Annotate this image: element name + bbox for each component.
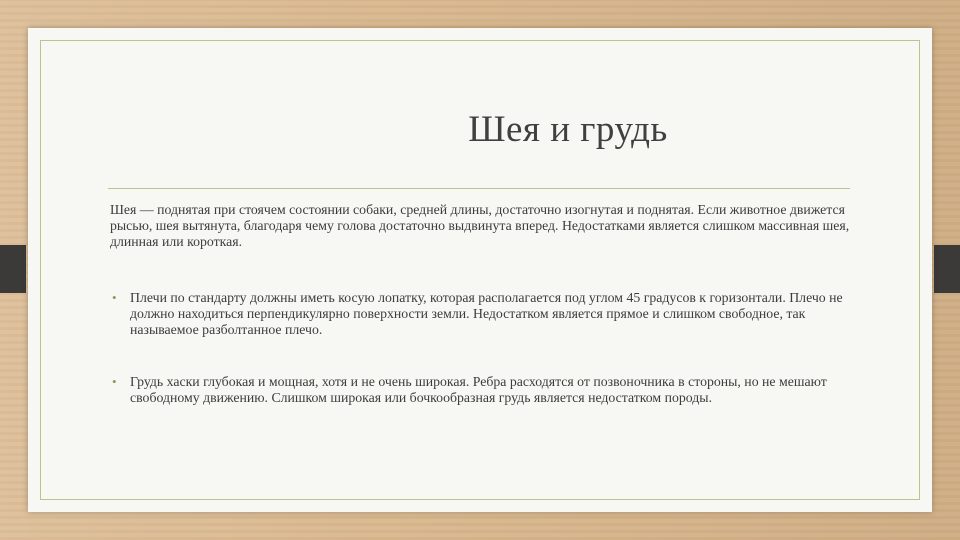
right-side-tab (934, 245, 960, 293)
bullet-item-shoulders (110, 290, 870, 338)
title-divider (108, 188, 850, 189)
bullet-icon: • (112, 374, 117, 389)
bullet-icon: • (112, 290, 117, 305)
slide-title: Шея и грудь (468, 109, 668, 150)
bullet-item-chest (110, 374, 870, 406)
bullet-text: Грудь хаски глубокая и мощная, хотя и не очень широкая. Ребра расходятся от позвоночника в стороны, но не мешают свободному движению. Слишком широкая или бочкообразная грудь является недостатком породы. (130, 374, 827, 405)
intro-paragraph: Шея — поднятая при стоячем состоянии собаки, средней длины, достаточно изогнутая и поднятая. Если животное движется рысью, шея вытянута, благодаря чему голова достаточно выдвинута вперед. Недостатками является слишком массивная шея, длинная или короткая. (110, 202, 850, 249)
bullet-text: Плечи по стандарту должны иметь косую лопатку, которая располагается под углом 45 градусов к горизонтали. Плечо не должно находиться перпендикулярно поверхности земли. Недостатком является прямое и слишком свободное, так называемое разболтанное плечо. (130, 290, 843, 337)
left-side-tab (0, 245, 26, 293)
bullet-list (110, 290, 870, 406)
slide (28, 28, 932, 512)
